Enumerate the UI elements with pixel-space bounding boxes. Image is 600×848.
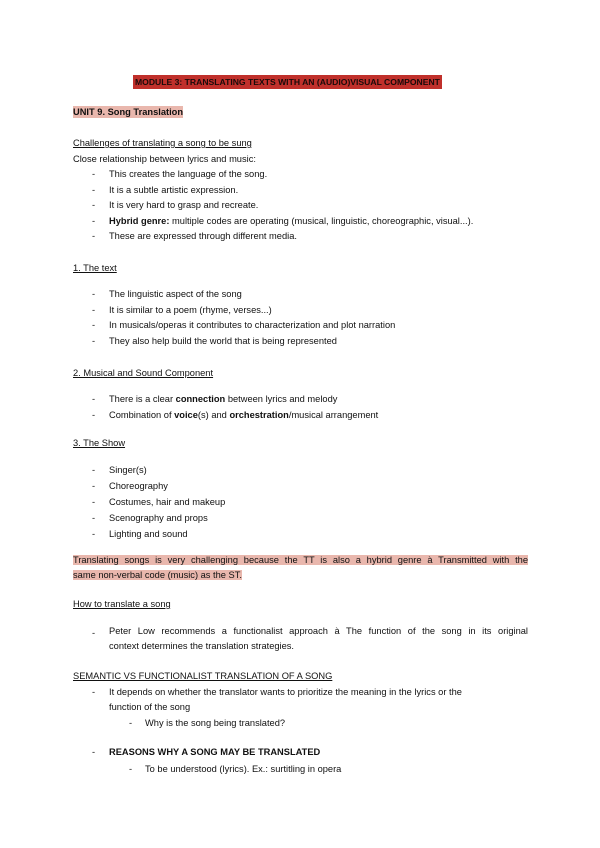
- text-item: In musicals/operas it contributes to characterization and plot narration: [109, 320, 396, 330]
- show-item: Choreography: [109, 481, 168, 491]
- semantic-line-2: function of the song: [109, 702, 191, 712]
- bullet: -: [92, 513, 96, 523]
- challenge-item: It is a subtle artistic expression.: [109, 185, 239, 195]
- bullet: -: [92, 200, 96, 210]
- challenge-item: These are expressed through different media.: [109, 231, 297, 241]
- music-item-connection: [109, 393, 337, 405]
- music-item-combination: [109, 409, 378, 421]
- bullet: -: [92, 185, 96, 195]
- semantic-sub: Why is the song being translated?: [145, 718, 286, 728]
- how-paragraph: [109, 624, 528, 654]
- text-heading: 1. The text: [73, 263, 117, 273]
- challenges-heading: Challenges of translating a song to be sung: [73, 138, 252, 148]
- bullet: -: [92, 336, 96, 346]
- voice-bold: voice: [174, 410, 198, 420]
- challenge-item: This creates the language of the song.: [109, 169, 268, 179]
- music-heading: 2. Musical and Sound Component: [73, 368, 214, 378]
- bullet: -: [92, 216, 96, 226]
- how-heading: How to translate a song: [73, 599, 171, 609]
- show-item: Singer(s): [109, 465, 147, 475]
- show-item: Lighting and sound: [109, 529, 188, 539]
- music-item1-pre: There is a clear: [109, 394, 176, 404]
- highlight-paragraph: [73, 553, 528, 583]
- text-item: The linguistic aspect of the song: [109, 289, 242, 299]
- reasons-heading: REASONS WHY A SONG MAY BE TRANSLATED: [109, 747, 321, 757]
- music-item2-post: /musical arrangement: [288, 410, 379, 420]
- bullet: -: [92, 529, 96, 539]
- how-line-2: context determines the translation strategies.: [109, 641, 295, 651]
- semantic-line-1: It depends on whether the translator wants to prioritize the meaning in the lyrics or the: [109, 687, 462, 697]
- bullet: -: [92, 687, 96, 697]
- bullet: -: [92, 305, 96, 315]
- unit-title: UNIT 9. Song Translation: [73, 107, 184, 117]
- challenge-item: It is very hard to grasp and recreate.: [109, 200, 259, 210]
- orchestration-bold: orchestration: [229, 410, 289, 420]
- music-item2-mid: (s) and: [197, 410, 230, 420]
- bullet: -: [92, 169, 96, 179]
- bullet: -: [92, 410, 96, 420]
- bullet: -: [92, 481, 96, 491]
- music-item1-post: between lyrics and melody: [225, 394, 338, 404]
- bullet: -: [92, 497, 96, 507]
- hybrid-genre-text: multiple codes are operating (musical, linguistic, choreographic, visual...).: [172, 216, 474, 226]
- reason-item: To be understood (lyrics). Ex.: surtitling in opera: [145, 764, 342, 774]
- bullet: -: [92, 320, 96, 330]
- hybrid-genre-bold: Hybrid genre:: [109, 216, 170, 226]
- show-heading: 3. The Show: [73, 438, 126, 448]
- how-line-1: Peter Low recommends a functionalist approach à The function of the song in its original: [109, 626, 528, 636]
- challenges-intro: Close relationship between lyrics and music:: [73, 154, 256, 164]
- bullet: -: [92, 231, 96, 241]
- show-item: Scenography and props: [109, 513, 208, 523]
- connection-bold: connection: [175, 394, 226, 404]
- bullet: -: [92, 394, 96, 404]
- highlight-line-2: same non-verbal code (music) as the ST.: [73, 570, 242, 580]
- show-item: Costumes, hair and makeup: [109, 497, 226, 507]
- highlight-line-1: Translating songs is very challenging because the TT is also a hybrid genre à Transmitted with the: [73, 555, 528, 565]
- challenge-item-hybrid: [109, 215, 473, 227]
- bullet: -: [129, 764, 133, 774]
- bullet: -: [129, 718, 133, 728]
- bullet: -: [92, 289, 96, 299]
- bullet: -: [92, 747, 96, 757]
- module-title: MODULE 3: TRANSLATING TEXTS WITH AN (AUDIO)VISUAL COMPONENT: [135, 77, 440, 87]
- bullet: -: [92, 465, 96, 475]
- semantic-heading: SEMANTIC VS FUNCTIONALIST TRANSLATION OF A SONG: [73, 671, 333, 681]
- text-item: They also help build the world that is being represented: [109, 336, 337, 346]
- text-item: It is similar to a poem (rhyme, verses...): [109, 305, 272, 315]
- bullet: -: [92, 628, 96, 638]
- music-item2-pre: Combination of: [109, 410, 175, 420]
